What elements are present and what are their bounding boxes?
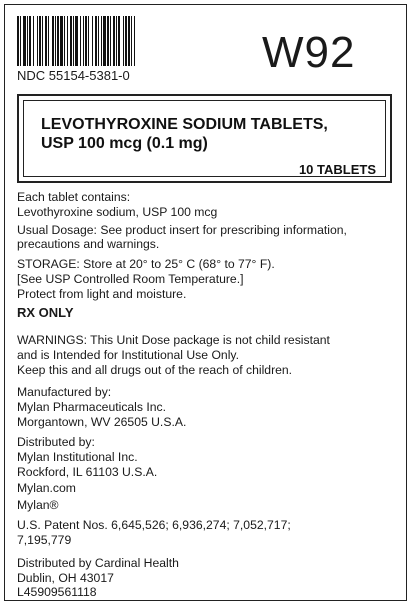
ndc-number: NDC 55154-5381-0	[17, 68, 130, 83]
tablet-count: 10 TABLETS	[298, 162, 376, 177]
distributor-city: Rockford, IL 61103 U.S.A.	[17, 465, 158, 479]
item-code: L45909561118	[17, 585, 97, 599]
rx-only: RX ONLY	[17, 305, 74, 320]
usual-dosage-line-2: precautions and warnings.	[17, 237, 160, 251]
manufacturer-name: Mylan Pharmaceuticals Inc.	[17, 400, 167, 414]
distributor-name: Mylan Institutional Inc.	[17, 450, 138, 464]
warnings-line-1: WARNINGS: This Unit Dose package is not child resistant	[17, 333, 330, 347]
patents-line-1: U.S. Patent Nos. 6,645,526; 6,936,274; 7,052,717;	[17, 518, 291, 532]
cardinal-line-2: Dublin, OH 43017	[17, 571, 114, 585]
contains-value: Levothyroxine sodium, USP 100 mcg	[17, 205, 218, 219]
storage-line-1: STORAGE: Store at 20° to 25° C (68° to 77° F).	[17, 257, 275, 271]
website: Mylan.com	[17, 481, 76, 495]
cardinal-line-1: Distributed by Cardinal Health	[17, 556, 179, 570]
patents-line-2: 7,195,779	[17, 533, 72, 547]
product-name-box	[17, 94, 392, 183]
usual-dosage-line-1: Usual Dosage: See product insert for prescribing information,	[17, 223, 347, 237]
storage-line-3: Protect from light and moisture.	[17, 287, 187, 301]
manufacturer-city: Morgantown, WV 26505 U.S.A.	[17, 415, 187, 429]
storage-line-2: [See USP Controlled Room Temperature.]	[17, 272, 244, 286]
product-name-line-1: LEVOTHYROXINE SODIUM TABLETS,	[41, 116, 328, 133]
product-name-line-2: USP 100 mcg (0.1 mg)	[41, 135, 208, 152]
warnings-line-2: and is Intended for Institutional Use Only.	[17, 348, 239, 362]
manufactured-heading: Manufactured by:	[17, 385, 112, 399]
warnings-line-3: Keep this and all drugs out of the reach of children.	[17, 363, 293, 377]
distributed-heading: Distributed by:	[17, 435, 95, 449]
barcode	[17, 16, 203, 66]
lot-code: W92	[262, 28, 356, 77]
contains-heading: Each tablet contains:	[17, 190, 131, 204]
brand-mark: Mylan®	[17, 498, 59, 512]
